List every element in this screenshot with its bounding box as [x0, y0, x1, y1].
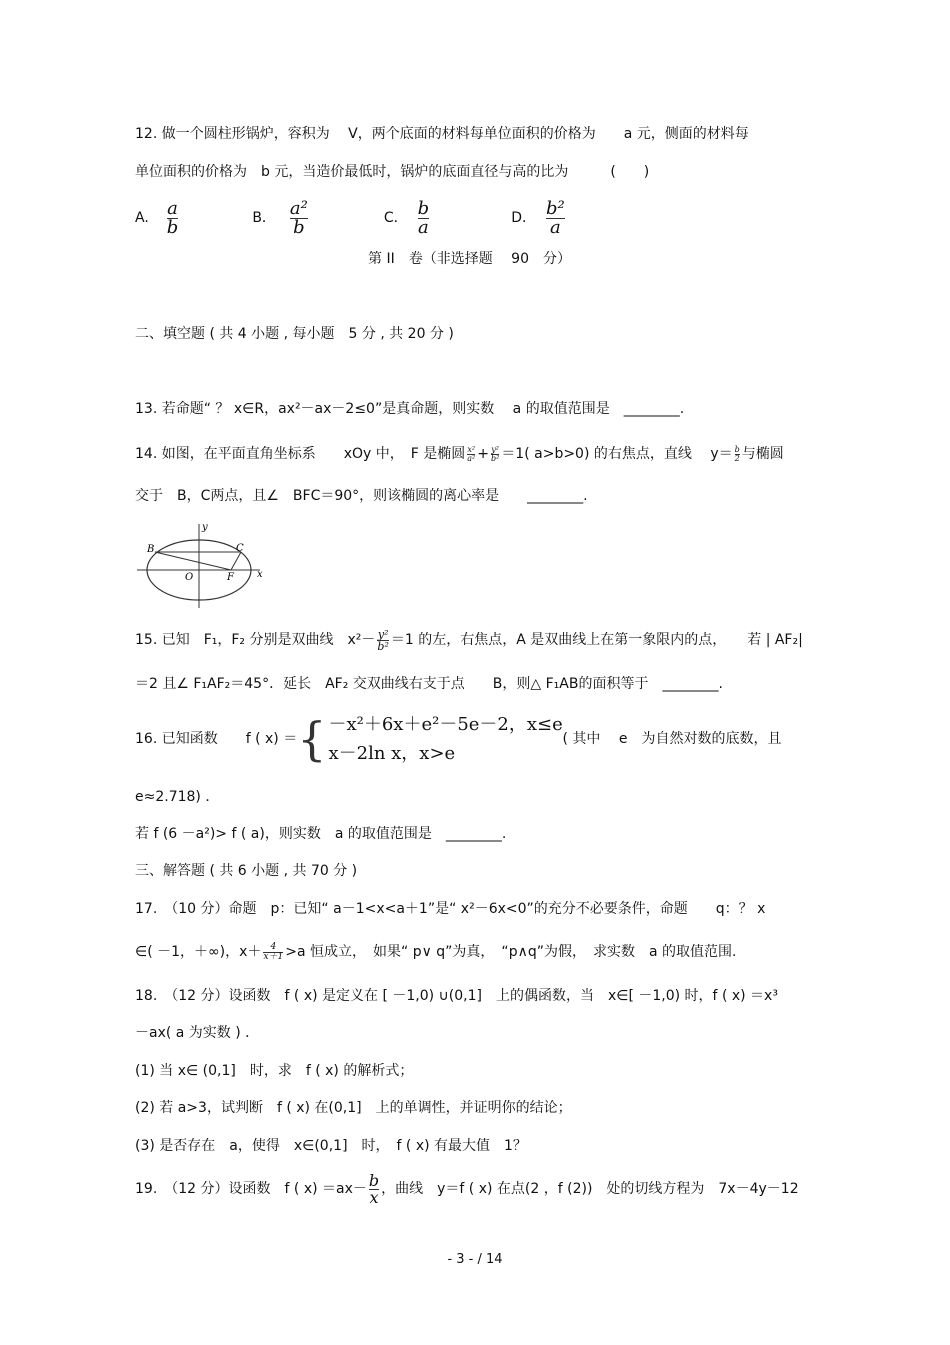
q19-numerator: b	[368, 1170, 380, 1190]
q12-options	[135, 196, 567, 240]
option-c-label: C．	[383, 210, 408, 226]
q16-line3: 若 f (6 －a²)> f ( a)，则实数 a 的取值范围是 ________.	[135, 826, 507, 842]
option-b-denominator: b	[293, 216, 305, 238]
q14-text-b: ＝1( a>b>0) 的右焦点，直线 y＝	[501, 446, 733, 462]
q14-2: 2	[734, 453, 740, 463]
q17-text-a: ∈( －1，＋∞)，x＋	[135, 944, 262, 960]
piecewise-case-2: x－2ln x，x>e	[328, 743, 456, 764]
q18-line2: －ax( a 为实数 ) ．	[135, 1025, 260, 1041]
q18-sub3: (3) 是否存在 a，使得 x∈(0,1] 时， f ( x) 有最大值 1？	[135, 1138, 527, 1154]
q15-line2: ＝2 且∠ F₁AF₂＝45°．延长 AF₂ 交双曲线右支于点 B，则△ F₁AB的面积等于 ________.	[135, 676, 723, 692]
q18-sub1: (1) 当 x∈ (0,1] 时，求 f ( x) 的解析式；	[135, 1063, 414, 1079]
option-b-numerator: a²	[289, 197, 308, 219]
q19-text-a: 19. （12 分）设函数 f ( x) ＝ax－	[135, 1181, 367, 1197]
option-c-numerator: b	[417, 197, 430, 219]
part2-title: 第 II 卷（非选择题 90 分）	[368, 251, 571, 267]
q17-line1: 17. （10 分）命题 p：已知“ a－1<x<a＋1”是“ x²－6x<0”的充分不必要条件，命题 q：？ x	[135, 901, 766, 917]
q14-line1	[135, 436, 784, 472]
option-a-label: A.	[135, 210, 149, 226]
option-b-fraction	[289, 197, 308, 238]
section3-heading: 三、解答题 ( 共 6 小题 , 共 70 分 )	[135, 863, 358, 879]
option-d-label: D．	[511, 210, 536, 226]
q14-y2: y²	[491, 444, 500, 454]
q17-denominator: x＋1	[263, 951, 284, 962]
option-c-denominator: a	[418, 216, 429, 238]
piecewise-cases	[326, 709, 562, 769]
q15-text-a: 15. 已知 F₁，F₂ 分别是双曲线 x²－	[135, 632, 376, 648]
q15-line1	[135, 616, 803, 664]
q19-line1	[135, 1166, 799, 1212]
label-y: y	[202, 522, 208, 533]
option-a-denominator: b	[166, 216, 179, 238]
q14-fraction-y	[491, 446, 499, 463]
q17-numerator: 4	[270, 941, 277, 952]
q16-line1	[135, 708, 781, 770]
label-f: F	[227, 572, 234, 583]
option-c-fraction	[417, 197, 430, 238]
q16-line2: e≈2.718) ．	[135, 789, 220, 805]
q14-b2: b²	[490, 453, 500, 463]
q14-x2: x²	[467, 444, 476, 454]
q12-line1: 12. 做一个圆柱形锅炉，容积为 V，两个底面的材料每单位面积的价格为 a 元，侧面的材料每	[135, 126, 749, 142]
q14-text-c: 与椭圆	[741, 446, 784, 462]
q13-line: 13. 若命题“ ？ x∈R，ax²－ax－2≤0”是真命题，则实数 a 的取值范围是 ________.	[135, 401, 685, 417]
q15-b2: b²	[377, 639, 389, 653]
q15-y2: y²	[377, 627, 389, 641]
label-x: x	[257, 569, 263, 580]
label-o: O	[185, 572, 194, 583]
piecewise-case-1: －x²＋6x＋e²－5e－2，x≤e	[328, 714, 563, 735]
ellipse-figure	[135, 520, 270, 610]
q14-plus: +	[477, 446, 489, 462]
option-d-numerator: b²	[545, 197, 565, 219]
piecewise-brace: {	[297, 712, 327, 766]
label-b: B	[147, 544, 155, 555]
q17-fraction	[263, 943, 283, 962]
q14-fraction-x	[467, 446, 475, 463]
q14-b: b	[734, 444, 740, 454]
line-cf	[231, 552, 241, 570]
option-a-numerator: a	[167, 197, 178, 219]
q14-line2: 交于 B，C两点，且∠ BFC＝90°，则该椭圆的离心率是 ________.	[135, 488, 588, 504]
q14-text-a: 14. 如图，在平面直角坐标系 xOy 中， F 是椭圆	[135, 446, 466, 462]
q19-denominator: x	[369, 1187, 379, 1207]
q14-fraction-b2	[735, 446, 740, 463]
label-c: C	[236, 543, 244, 554]
q15-text-b: ＝1 的左，右焦点，A 是双曲线上在第一象限内的点， 若 | AF₂|	[390, 632, 803, 648]
q15-fraction	[377, 629, 388, 652]
q18-sub2: (2) 若 a>3，试判断 f ( x) 在(0,1] 上的单调性，并证明你的结论；	[135, 1100, 572, 1116]
line-bf	[155, 552, 231, 570]
option-a-fraction	[166, 197, 179, 238]
section2-heading: 二、填空题 ( 共 4 小题 , 每小题 5 分 , 共 20 分 )	[135, 326, 454, 342]
q14-a2: a²	[467, 453, 476, 463]
q17-text-b: >a 恒成立， 如果“ p∨ q”为真， “p∧q”为假， 求实数 a 的取值范围.	[285, 944, 737, 960]
q19-fraction	[368, 1170, 380, 1207]
page-number: - 3 - / 14	[447, 1252, 503, 1267]
option-d-denominator: a	[549, 216, 561, 238]
option-d-fraction	[545, 197, 565, 238]
option-b-label: B．	[252, 210, 276, 226]
q12-line2: 单位面积的价格为 b 元，当造价最低时，锅炉的底面直径与高的比为 ( )	[135, 164, 650, 180]
q17-line2	[135, 930, 736, 974]
q18-line1: 18. （12 分）设函数 f ( x) 是定义在 [ －1,0) ∪(0,1] 上的偶函数，当 x∈[ －1,0) 时，f ( x) ＝x³	[135, 988, 778, 1004]
q19-text-b: ，曲线 y＝f ( x) 在点(2 ，f (2)) 处的切线方程为 7x－4y－12	[381, 1181, 799, 1197]
q16-text-b: ( 其中 e 为自然对数的底数，且	[562, 731, 782, 747]
q16-text-a: 16. 已知函数 f ( x) ＝	[135, 731, 298, 747]
